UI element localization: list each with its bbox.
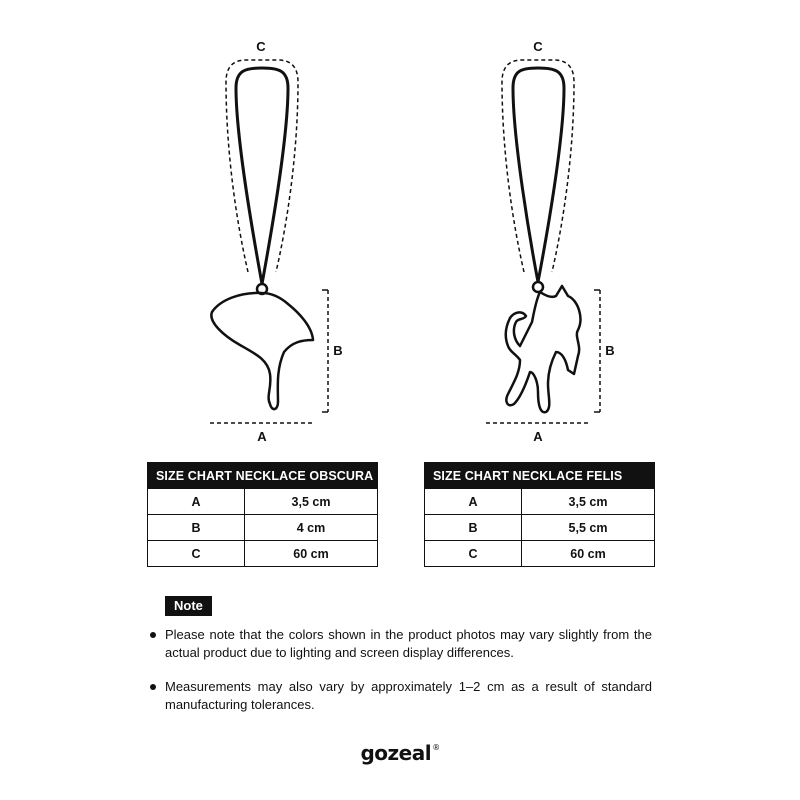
size-chart-obscura — [147, 462, 378, 567]
size-chart-obscura-title: SIZE CHART NECKLACE OBSCURA — [148, 463, 378, 489]
size-key: C — [148, 541, 245, 567]
bullet-icon — [150, 684, 156, 690]
size-key: B — [425, 515, 522, 541]
registered-mark: ® — [432, 743, 440, 752]
note-text: Please note that the colors shown in the product photos may vary slightly from the actual product due to lighting and screen display differences. — [165, 627, 652, 660]
obscura-pendant — [211, 293, 313, 409]
note-label: Note — [165, 596, 212, 616]
obscura-label-b: B — [333, 343, 343, 358]
size-key: A — [148, 489, 245, 515]
table-row — [148, 541, 378, 567]
brand-logo — [0, 741, 800, 765]
size-key: C — [425, 541, 522, 567]
obscura-necklace-drawing — [210, 39, 343, 444]
size-value: 5,5 cm — [522, 515, 655, 541]
obscura-label-a: A — [257, 429, 267, 444]
list-item — [148, 626, 652, 662]
felis-label-b: B — [605, 343, 615, 358]
felis-label-c: C — [533, 39, 543, 54]
size-value: 60 cm — [245, 541, 378, 567]
table-row — [148, 489, 378, 515]
size-value: 60 cm — [522, 541, 655, 567]
size-chart-felis — [424, 462, 655, 567]
size-value: 4 cm — [245, 515, 378, 541]
felis-cord — [513, 68, 564, 282]
obscura-label-c: C — [256, 39, 266, 54]
table-row — [425, 489, 655, 515]
felis-label-a: A — [533, 429, 543, 444]
size-key: A — [425, 489, 522, 515]
bullet-icon — [150, 632, 156, 638]
size-chart-felis-title: SIZE CHART NECKLACE FELIS — [425, 463, 655, 489]
note-text: Measurements may also vary by approximately 1–2 cm as a result of standard manufacturing tolerances. — [165, 679, 652, 712]
size-key: B — [148, 515, 245, 541]
note-list — [148, 626, 652, 730]
brand-name: gozeal — [360, 741, 432, 765]
size-value: 3,5 cm — [245, 489, 378, 515]
table-row — [425, 515, 655, 541]
size-value: 3,5 cm — [522, 489, 655, 515]
felis-ring — [533, 282, 543, 292]
list-item — [148, 678, 652, 714]
table-row — [148, 515, 378, 541]
felis-pendant — [506, 286, 581, 412]
felis-necklace-drawing — [486, 39, 615, 444]
table-row — [425, 541, 655, 567]
